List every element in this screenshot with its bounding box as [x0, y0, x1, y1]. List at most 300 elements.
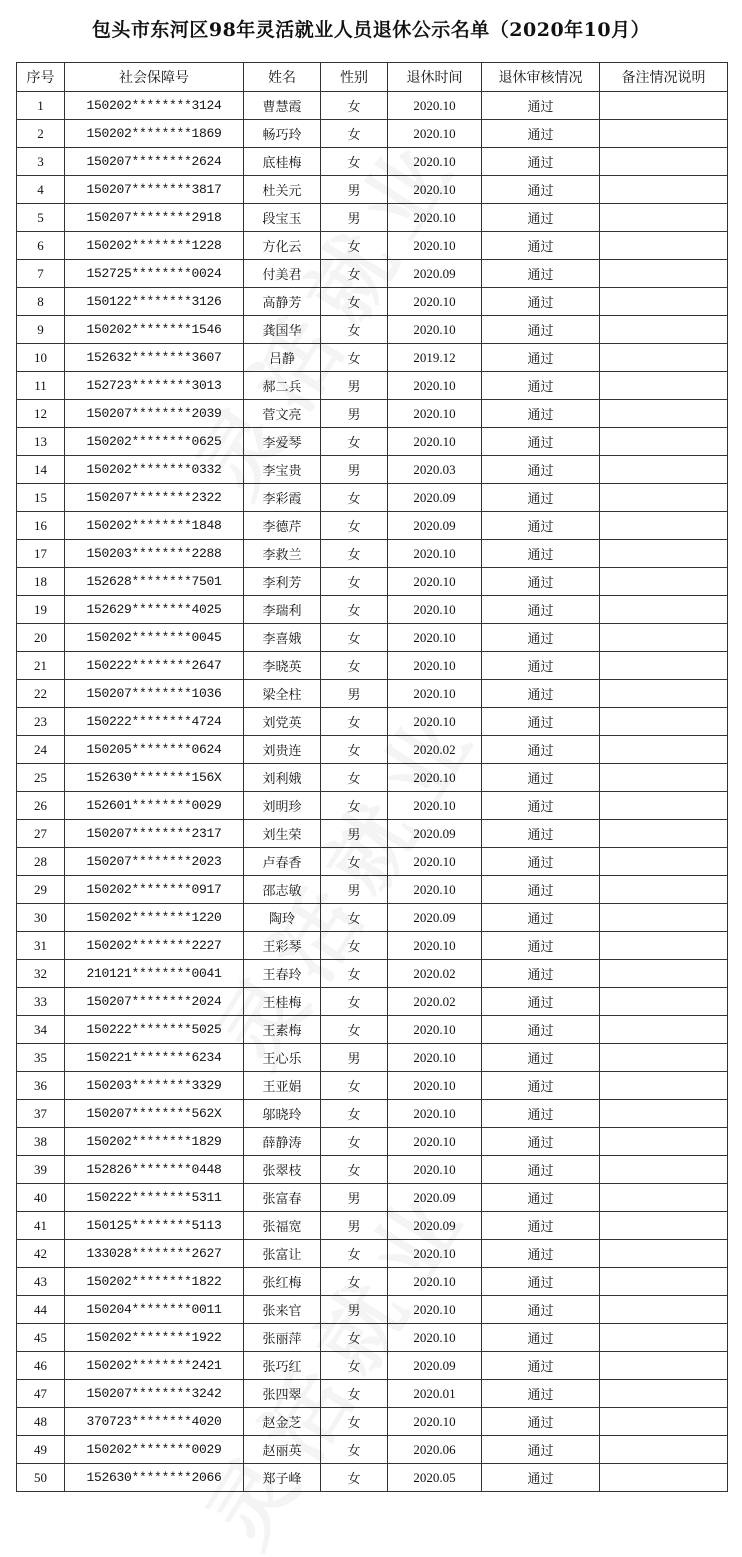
row-retirement-date: 2020.10 — [388, 204, 482, 232]
header-serial-number: 序号 — [17, 63, 65, 92]
row-name: 王春玲 — [244, 960, 321, 988]
row-audit-status: 通过 — [482, 1324, 600, 1352]
table-row — [17, 1156, 728, 1184]
row-name: 卢春香 — [244, 848, 321, 876]
row-social-security-number: 152629********4025 — [65, 596, 244, 624]
row-social-security-number: 152601********0029 — [65, 792, 244, 820]
row-serial-number: 31 — [17, 932, 65, 960]
row-retirement-date: 2020.10 — [388, 1240, 482, 1268]
row-retirement-date: 2020.10 — [388, 932, 482, 960]
table-row — [17, 680, 728, 708]
row-social-security-number: 150202********3124 — [65, 92, 244, 120]
row-retirement-date: 2020.10 — [388, 708, 482, 736]
row-remarks — [600, 484, 728, 512]
row-audit-status: 通过 — [482, 708, 600, 736]
table-row — [17, 876, 728, 904]
row-social-security-number: 152632********3607 — [65, 344, 244, 372]
row-social-security-number: 150202********0045 — [65, 624, 244, 652]
row-retirement-date: 2020.10 — [388, 232, 482, 260]
row-name: 王桂梅 — [244, 988, 321, 1016]
row-name: 邵志敏 — [244, 876, 321, 904]
row-serial-number: 4 — [17, 176, 65, 204]
row-gender: 女 — [321, 1436, 388, 1464]
row-retirement-date: 2020.09 — [388, 260, 482, 288]
row-social-security-number: 370723********4020 — [65, 1408, 244, 1436]
row-remarks — [600, 568, 728, 596]
row-serial-number: 22 — [17, 680, 65, 708]
table-row — [17, 232, 728, 260]
row-name: 李喜娥 — [244, 624, 321, 652]
row-gender: 男 — [321, 372, 388, 400]
row-audit-status: 通过 — [482, 624, 600, 652]
table-row — [17, 148, 728, 176]
row-audit-status: 通过 — [482, 1436, 600, 1464]
row-name: 张丽萍 — [244, 1324, 321, 1352]
row-gender: 女 — [321, 1268, 388, 1296]
row-name: 段宝玉 — [244, 204, 321, 232]
table-row — [17, 1072, 728, 1100]
row-serial-number: 25 — [17, 764, 65, 792]
row-gender: 男 — [321, 176, 388, 204]
row-remarks — [600, 120, 728, 148]
row-audit-status: 通过 — [482, 876, 600, 904]
row-remarks — [600, 400, 728, 428]
row-retirement-date: 2019.12 — [388, 344, 482, 372]
row-remarks — [600, 1296, 728, 1324]
row-retirement-date: 2020.10 — [388, 1324, 482, 1352]
row-audit-status: 通过 — [482, 764, 600, 792]
row-retirement-date: 2020.02 — [388, 988, 482, 1016]
table-row — [17, 960, 728, 988]
row-serial-number: 37 — [17, 1100, 65, 1128]
row-serial-number: 33 — [17, 988, 65, 1016]
table-row — [17, 428, 728, 456]
row-gender: 女 — [321, 260, 388, 288]
row-name: 李瑞利 — [244, 596, 321, 624]
table-row — [17, 1464, 728, 1492]
row-name: 张福宽 — [244, 1212, 321, 1240]
row-audit-status: 通过 — [482, 484, 600, 512]
row-retirement-date: 2020.09 — [388, 1212, 482, 1240]
row-gender: 男 — [321, 204, 388, 232]
row-gender: 女 — [321, 960, 388, 988]
table-row — [17, 1436, 728, 1464]
row-audit-status: 通过 — [482, 540, 600, 568]
row-retirement-date: 2020.09 — [388, 904, 482, 932]
row-social-security-number: 150202********0625 — [65, 428, 244, 456]
row-gender: 女 — [321, 288, 388, 316]
row-gender: 女 — [321, 652, 388, 680]
row-name: 赵金芝 — [244, 1408, 321, 1436]
row-audit-status: 通过 — [482, 148, 600, 176]
table-row — [17, 176, 728, 204]
row-name: 张富春 — [244, 1184, 321, 1212]
table-row — [17, 1408, 728, 1436]
table-row — [17, 652, 728, 680]
row-audit-status: 通过 — [482, 792, 600, 820]
row-name: 张四翠 — [244, 1380, 321, 1408]
row-gender: 女 — [321, 120, 388, 148]
row-name: 张红梅 — [244, 1268, 321, 1296]
header-audit-status: 退休审核情况 — [482, 63, 600, 92]
row-remarks — [600, 1184, 728, 1212]
table-row — [17, 1352, 728, 1380]
row-audit-status: 通过 — [482, 932, 600, 960]
row-social-security-number: 150202********1869 — [65, 120, 244, 148]
row-social-security-number: 152628********7501 — [65, 568, 244, 596]
row-retirement-date: 2020.10 — [388, 400, 482, 428]
row-serial-number: 17 — [17, 540, 65, 568]
row-audit-status: 通过 — [482, 1352, 600, 1380]
row-remarks — [600, 176, 728, 204]
row-retirement-date: 2020.10 — [388, 148, 482, 176]
row-serial-number: 32 — [17, 960, 65, 988]
row-retirement-date: 2020.10 — [388, 568, 482, 596]
row-serial-number: 41 — [17, 1212, 65, 1240]
row-retirement-date: 2020.10 — [388, 1128, 482, 1156]
row-remarks — [600, 316, 728, 344]
row-remarks — [600, 1324, 728, 1352]
row-serial-number: 28 — [17, 848, 65, 876]
row-gender: 男 — [321, 820, 388, 848]
row-serial-number: 47 — [17, 1380, 65, 1408]
row-serial-number: 8 — [17, 288, 65, 316]
row-gender: 女 — [321, 232, 388, 260]
row-serial-number: 48 — [17, 1408, 65, 1436]
row-remarks — [600, 764, 728, 792]
table-row — [17, 932, 728, 960]
row-remarks — [600, 512, 728, 540]
row-name: 李宝贵 — [244, 456, 321, 484]
row-name: 王彩琴 — [244, 932, 321, 960]
row-social-security-number: 152630********2066 — [65, 1464, 244, 1492]
row-retirement-date: 2020.03 — [388, 456, 482, 484]
row-retirement-date: 2020.10 — [388, 792, 482, 820]
row-remarks — [600, 932, 728, 960]
table-row — [17, 512, 728, 540]
row-remarks — [600, 148, 728, 176]
row-audit-status: 通过 — [482, 456, 600, 484]
table-row — [17, 1100, 728, 1128]
row-name: 陶玲 — [244, 904, 321, 932]
row-remarks — [600, 736, 728, 764]
row-social-security-number: 150207********2024 — [65, 988, 244, 1016]
row-social-security-number: 150207********562X — [65, 1100, 244, 1128]
row-social-security-number: 150207********2039 — [65, 400, 244, 428]
row-social-security-number: 150202********1848 — [65, 512, 244, 540]
row-name: 吕静 — [244, 344, 321, 372]
table-row — [17, 848, 728, 876]
row-social-security-number: 152723********3013 — [65, 372, 244, 400]
row-social-security-number: 150205********0624 — [65, 736, 244, 764]
row-name: 王亚娟 — [244, 1072, 321, 1100]
row-retirement-date: 2020.05 — [388, 1464, 482, 1492]
row-social-security-number: 150202********2421 — [65, 1352, 244, 1380]
row-audit-status: 通过 — [482, 568, 600, 596]
row-serial-number: 5 — [17, 204, 65, 232]
row-social-security-number: 152826********0448 — [65, 1156, 244, 1184]
table-body — [17, 92, 728, 1492]
row-gender: 男 — [321, 400, 388, 428]
row-gender: 女 — [321, 932, 388, 960]
row-serial-number: 6 — [17, 232, 65, 260]
table-row — [17, 1240, 728, 1268]
row-serial-number: 35 — [17, 1044, 65, 1072]
row-retirement-date: 2020.10 — [388, 288, 482, 316]
row-remarks — [600, 820, 728, 848]
row-gender: 女 — [321, 92, 388, 120]
row-audit-status: 通过 — [482, 1184, 600, 1212]
row-serial-number: 20 — [17, 624, 65, 652]
row-gender: 女 — [321, 1324, 388, 1352]
row-audit-status: 通过 — [482, 1408, 600, 1436]
row-serial-number: 43 — [17, 1268, 65, 1296]
table-row — [17, 708, 728, 736]
row-name: 刘利娥 — [244, 764, 321, 792]
row-retirement-date: 2020.10 — [388, 176, 482, 204]
row-gender: 女 — [321, 764, 388, 792]
table-row — [17, 624, 728, 652]
row-serial-number: 36 — [17, 1072, 65, 1100]
row-name: 付美君 — [244, 260, 321, 288]
row-remarks — [600, 1156, 728, 1184]
row-social-security-number: 152725********0024 — [65, 260, 244, 288]
row-gender: 女 — [321, 1156, 388, 1184]
row-serial-number: 21 — [17, 652, 65, 680]
row-social-security-number: 150222********2647 — [65, 652, 244, 680]
row-serial-number: 11 — [17, 372, 65, 400]
row-name: 杜关元 — [244, 176, 321, 204]
row-serial-number: 38 — [17, 1128, 65, 1156]
row-retirement-date: 2020.10 — [388, 876, 482, 904]
row-serial-number: 39 — [17, 1156, 65, 1184]
row-retirement-date: 2020.10 — [388, 596, 482, 624]
row-name: 张巧红 — [244, 1352, 321, 1380]
row-gender: 男 — [321, 1296, 388, 1324]
row-remarks — [600, 232, 728, 260]
row-social-security-number: 150122********3126 — [65, 288, 244, 316]
row-serial-number: 18 — [17, 568, 65, 596]
row-remarks — [600, 204, 728, 232]
table-row — [17, 736, 728, 764]
row-gender: 男 — [321, 680, 388, 708]
row-name: 邬晓玲 — [244, 1100, 321, 1128]
header-name: 姓名 — [244, 63, 321, 92]
row-remarks — [600, 92, 728, 120]
row-serial-number: 19 — [17, 596, 65, 624]
row-name: 李爱琴 — [244, 428, 321, 456]
row-remarks — [600, 904, 728, 932]
row-retirement-date: 2020.10 — [388, 652, 482, 680]
row-retirement-date: 2020.10 — [388, 624, 482, 652]
table-row — [17, 1184, 728, 1212]
row-social-security-number: 150207********2322 — [65, 484, 244, 512]
row-audit-status: 通过 — [482, 960, 600, 988]
row-audit-status: 通过 — [482, 232, 600, 260]
row-remarks — [600, 680, 728, 708]
row-remarks — [600, 372, 728, 400]
row-gender: 女 — [321, 988, 388, 1016]
row-serial-number: 44 — [17, 1296, 65, 1324]
row-name: 方化云 — [244, 232, 321, 260]
table-row — [17, 400, 728, 428]
retiree-table — [16, 62, 728, 1492]
row-social-security-number: 150202********1822 — [65, 1268, 244, 1296]
row-gender: 女 — [321, 1464, 388, 1492]
table-row — [17, 540, 728, 568]
table-row — [17, 456, 728, 484]
row-name: 李利芳 — [244, 568, 321, 596]
row-gender: 女 — [321, 1128, 388, 1156]
row-audit-status: 通过 — [482, 1128, 600, 1156]
row-gender: 女 — [321, 1100, 388, 1128]
row-audit-status: 通过 — [482, 1212, 600, 1240]
row-remarks — [600, 596, 728, 624]
table-row — [17, 1044, 728, 1072]
row-name: 刘明珍 — [244, 792, 321, 820]
row-social-security-number: 150222********5025 — [65, 1016, 244, 1044]
row-remarks — [600, 708, 728, 736]
row-name: 李德芹 — [244, 512, 321, 540]
row-gender: 女 — [321, 792, 388, 820]
row-social-security-number: 150202********0332 — [65, 456, 244, 484]
row-serial-number: 15 — [17, 484, 65, 512]
table-row — [17, 484, 728, 512]
row-retirement-date: 2020.10 — [388, 372, 482, 400]
table-row — [17, 792, 728, 820]
row-remarks — [600, 1212, 728, 1240]
row-gender: 女 — [321, 428, 388, 456]
row-gender: 女 — [321, 512, 388, 540]
row-gender: 女 — [321, 848, 388, 876]
row-remarks — [600, 960, 728, 988]
row-audit-status: 通过 — [482, 176, 600, 204]
row-name: 薛静涛 — [244, 1128, 321, 1156]
row-audit-status: 通过 — [482, 428, 600, 456]
row-remarks — [600, 1408, 728, 1436]
row-gender: 女 — [321, 484, 388, 512]
row-audit-status: 通过 — [482, 1296, 600, 1324]
table-row — [17, 316, 728, 344]
row-remarks — [600, 1072, 728, 1100]
row-retirement-date: 2020.02 — [388, 736, 482, 764]
row-gender: 女 — [321, 1072, 388, 1100]
row-social-security-number: 150203********2288 — [65, 540, 244, 568]
row-social-security-number: 150202********1220 — [65, 904, 244, 932]
row-serial-number: 16 — [17, 512, 65, 540]
row-retirement-date: 2020.09 — [388, 1352, 482, 1380]
row-name: 刘生荣 — [244, 820, 321, 848]
row-remarks — [600, 288, 728, 316]
row-serial-number: 7 — [17, 260, 65, 288]
row-retirement-date: 2020.09 — [388, 512, 482, 540]
row-remarks — [600, 1352, 728, 1380]
row-social-security-number: 150207********2918 — [65, 204, 244, 232]
row-remarks — [600, 1268, 728, 1296]
row-remarks — [600, 456, 728, 484]
row-social-security-number: 150207********3242 — [65, 1380, 244, 1408]
row-audit-status: 通过 — [482, 92, 600, 120]
table-row — [17, 988, 728, 1016]
row-remarks — [600, 1044, 728, 1072]
row-gender: 女 — [321, 1240, 388, 1268]
row-gender: 女 — [321, 344, 388, 372]
row-serial-number: 3 — [17, 148, 65, 176]
row-name: 郑子峰 — [244, 1464, 321, 1492]
row-retirement-date: 2020.10 — [388, 92, 482, 120]
row-name: 赵丽英 — [244, 1436, 321, 1464]
row-social-security-number: 150202********0029 — [65, 1436, 244, 1464]
row-social-security-number: 150222********5311 — [65, 1184, 244, 1212]
row-audit-status: 通过 — [482, 848, 600, 876]
row-social-security-number: 150222********4724 — [65, 708, 244, 736]
row-gender: 男 — [321, 1184, 388, 1212]
row-name: 张翠枝 — [244, 1156, 321, 1184]
row-name: 菅文亮 — [244, 400, 321, 428]
row-gender: 男 — [321, 876, 388, 904]
table-row — [17, 764, 728, 792]
row-gender: 男 — [321, 1044, 388, 1072]
row-audit-status: 通过 — [482, 344, 600, 372]
row-audit-status: 通过 — [482, 1016, 600, 1044]
row-gender: 女 — [321, 904, 388, 932]
row-social-security-number: 150221********6234 — [65, 1044, 244, 1072]
row-retirement-date: 2020.09 — [388, 484, 482, 512]
row-serial-number: 34 — [17, 1016, 65, 1044]
row-name: 龚国华 — [244, 316, 321, 344]
row-retirement-date: 2020.10 — [388, 1044, 482, 1072]
row-gender: 女 — [321, 540, 388, 568]
row-name: 高静芳 — [244, 288, 321, 316]
row-serial-number: 2 — [17, 120, 65, 148]
row-social-security-number: 150125********5113 — [65, 1212, 244, 1240]
row-retirement-date: 2020.10 — [388, 848, 482, 876]
row-remarks — [600, 1380, 728, 1408]
row-audit-status: 通过 — [482, 596, 600, 624]
row-audit-status: 通过 — [482, 120, 600, 148]
row-social-security-number: 210121********0041 — [65, 960, 244, 988]
row-serial-number: 42 — [17, 1240, 65, 1268]
row-retirement-date: 2020.10 — [388, 428, 482, 456]
row-social-security-number: 150202********1546 — [65, 316, 244, 344]
row-serial-number: 30 — [17, 904, 65, 932]
row-serial-number: 49 — [17, 1436, 65, 1464]
row-remarks — [600, 1016, 728, 1044]
table-header-row — [17, 63, 728, 92]
row-audit-status: 通过 — [482, 512, 600, 540]
row-audit-status: 通过 — [482, 372, 600, 400]
row-serial-number: 13 — [17, 428, 65, 456]
row-name: 张来官 — [244, 1296, 321, 1324]
row-retirement-date: 2020.10 — [388, 1268, 482, 1296]
row-remarks — [600, 1100, 728, 1128]
row-gender: 女 — [321, 624, 388, 652]
table-row — [17, 260, 728, 288]
row-name: 李彩霞 — [244, 484, 321, 512]
row-serial-number: 9 — [17, 316, 65, 344]
row-serial-number: 50 — [17, 1464, 65, 1492]
row-social-security-number: 150202********0917 — [65, 876, 244, 904]
row-remarks — [600, 428, 728, 456]
row-remarks — [600, 1128, 728, 1156]
row-gender: 女 — [321, 1380, 388, 1408]
page-title: 包头市东河区98年灵活就业人员退休公示名单（2020年10月） — [91, 19, 651, 41]
row-serial-number: 46 — [17, 1352, 65, 1380]
row-social-security-number: 150202********1228 — [65, 232, 244, 260]
row-retirement-date: 2020.02 — [388, 960, 482, 988]
row-serial-number: 1 — [17, 92, 65, 120]
row-social-security-number: 150202********2227 — [65, 932, 244, 960]
